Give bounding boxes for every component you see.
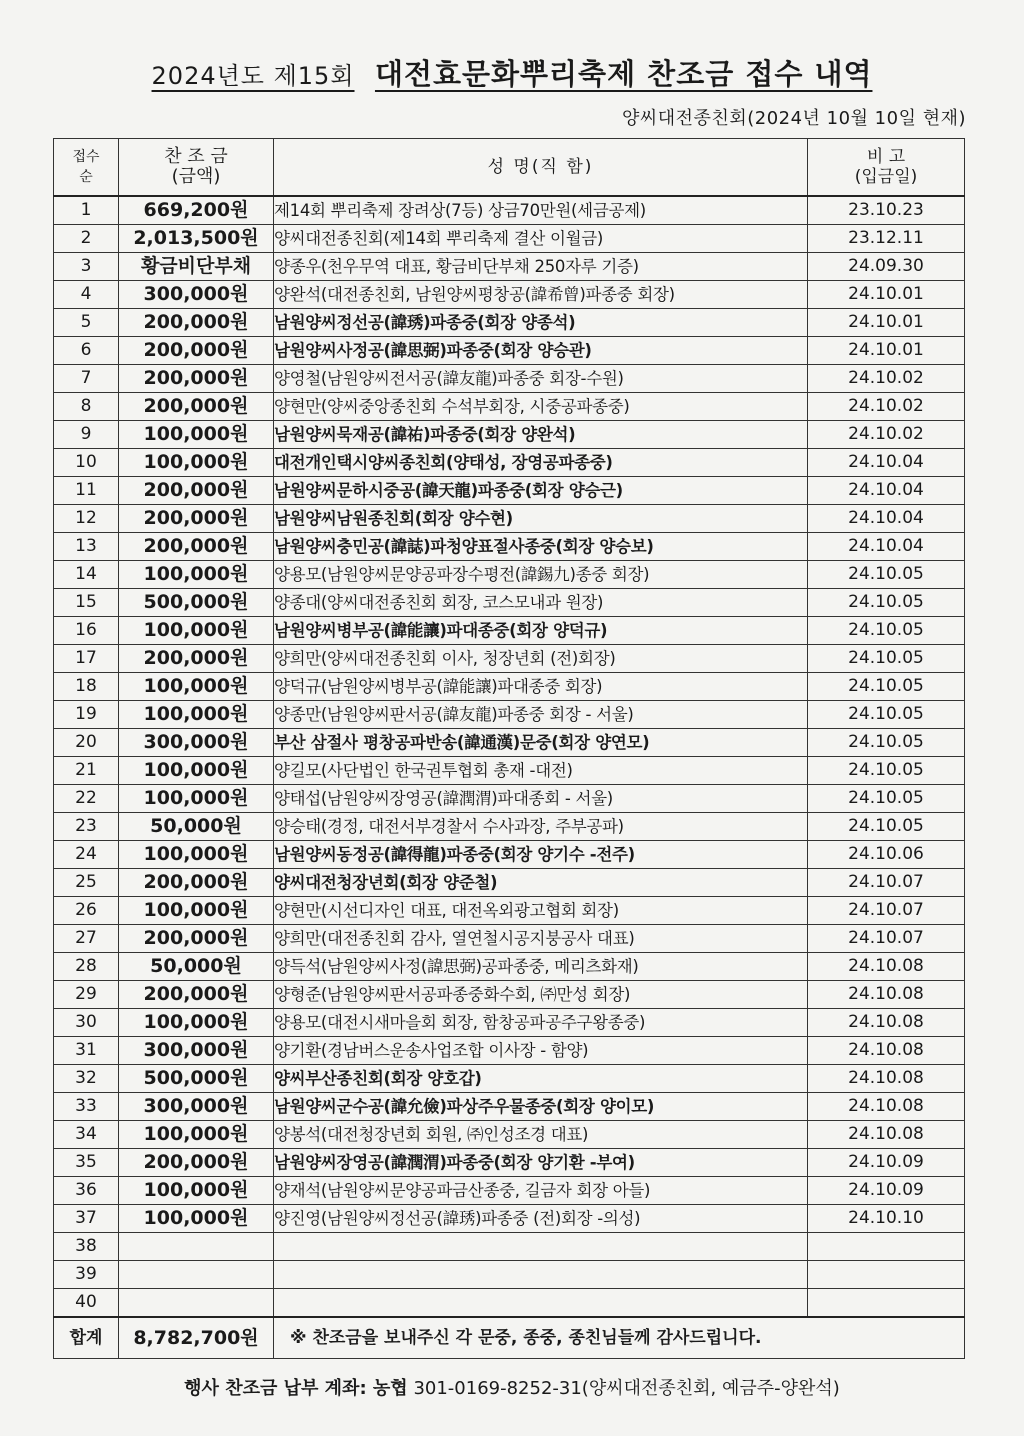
row-amount: 200,000원 [119,309,274,337]
table-row [54,337,965,365]
row-date: 24.10.07 [808,925,965,953]
row-date: 24.10.05 [808,589,965,617]
row-amount: 2,013,500원 [119,225,274,253]
table-body [54,196,965,1317]
row-date: 24.10.04 [808,505,965,533]
row-name: 남원양씨남원종친회(회장 양수현) [274,505,808,533]
row-date: 24.10.01 [808,337,965,365]
row-date [808,1233,965,1261]
row-name: 양영철(남원양씨전서공(諱友龍)파종중 회장-수원) [274,365,808,393]
row-amount: 669,200원 [119,196,274,225]
table-row [54,365,965,393]
row-date: 24.10.08 [808,1065,965,1093]
row-amount: 100,000원 [119,757,274,785]
table-row [54,1149,965,1177]
row-name: 남원양씨사정공(諱思弼)파종중(회장 양승관) [274,337,808,365]
row-amount: 200,000원 [119,869,274,897]
row-no: 7 [54,365,119,393]
table-row [54,813,965,841]
header-name: 성 명(직 함) [274,139,808,197]
table-row [54,1205,965,1233]
row-no: 10 [54,449,119,477]
row-date: 24.10.05 [808,673,965,701]
row-name: 남원양씨군수공(諱允儉)파상주우물종중(회장 양이모) [274,1093,808,1121]
total-row [54,1317,965,1359]
row-amount: 300,000원 [119,1037,274,1065]
row-name: 양득석(남원양씨사정(諱思弼)공파종중, 메리츠화재) [274,953,808,981]
row-no: 15 [54,589,119,617]
header-amount-line2: (금액) [171,166,221,187]
row-name: 양씨부산종친회(회장 양호갑) [274,1065,808,1093]
row-name: 양길모(사단법인 한국권투협회 총재 -대전) [274,757,808,785]
table-row [54,617,965,645]
table-row [54,1177,965,1205]
header-no-line1: 접수 [72,149,100,165]
row-date: 23.12.11 [808,225,965,253]
row-amount: 200,000원 [119,393,274,421]
row-name: 양희만(양씨대전종친회 이사, 청장년회 (전)회장) [274,645,808,673]
row-name: 대전개인택시양씨종친회(양태성, 장영공파종중) [274,449,808,477]
table-row [54,981,965,1009]
table-row [54,533,965,561]
table-header-row [54,139,965,197]
row-date: 24.10.08 [808,1093,965,1121]
row-date: 24.10.05 [808,701,965,729]
row-date: 24.10.08 [808,1009,965,1037]
table-row [54,869,965,897]
row-amount: 50,000원 [119,813,274,841]
table-row [54,1121,965,1149]
row-name: 제14회 뿌리축제 장려상(7등) 상금70만원(세금공제) [274,196,808,225]
row-amount: 300,000원 [119,729,274,757]
table-row [54,925,965,953]
row-name: 양종만(남원양씨판서공(諱友龍)파종중 회장 - 서울) [274,701,808,729]
row-amount: 100,000원 [119,841,274,869]
row-no: 32 [54,1065,119,1093]
header-amount-line1: 찬 조 금 [164,146,228,167]
row-amount: 200,000원 [119,645,274,673]
row-amount: 200,000원 [119,477,274,505]
title-event: 대전효문화뿌리축제 찬조금 접수 내역 [374,57,873,91]
row-date: 24.10.07 [808,869,965,897]
row-amount: 100,000원 [119,561,274,589]
row-date: 24.10.02 [808,421,965,449]
row-date: 24.10.05 [808,645,965,673]
header-no-line2: 순 [79,169,93,185]
table-row [54,225,965,253]
row-amount: 100,000원 [119,449,274,477]
table-row [54,645,965,673]
row-no: 1 [54,196,119,225]
table-row [54,757,965,785]
row-no: 29 [54,981,119,1009]
row-no: 2 [54,225,119,253]
row-date: 24.10.05 [808,785,965,813]
row-amount [119,1233,274,1261]
table-row [54,253,965,281]
row-no: 5 [54,309,119,337]
table-row [54,729,965,757]
row-amount: 300,000원 [119,281,274,309]
table-row [54,897,965,925]
header-note-line2: (입금일) [854,167,918,187]
row-date: 24.10.04 [808,477,965,505]
table-row [54,421,965,449]
row-amount: 200,000원 [119,925,274,953]
row-no: 35 [54,1149,119,1177]
row-amount: 100,000원 [119,617,274,645]
row-name: 남원양씨장영공(諱潤渭)파종중(회장 양기환 -부여) [274,1149,808,1177]
row-date: 24.10.02 [808,393,965,421]
row-no: 20 [54,729,119,757]
row-name: 양종대(양씨대전종친회 회장, 코스모내과 원장) [274,589,808,617]
row-name: 양종우(천우무역 대표, 황금비단부채 250자루 기증) [274,253,808,281]
row-no: 30 [54,1009,119,1037]
row-name: 양현만(양씨중앙종친회 수석부회장, 시중공파종중) [274,393,808,421]
row-date: 24.10.05 [808,813,965,841]
header-no [54,139,119,197]
row-no: 14 [54,561,119,589]
row-name: 양희만(대전종친회 감사, 열연철시공지붕공사 대표) [274,925,808,953]
total-label: 합계 [54,1317,119,1359]
row-no: 16 [54,617,119,645]
row-name: 남원양씨동정공(諱得龍)파종중(회장 양기수 -전주) [274,841,808,869]
row-amount: 100,000원 [119,701,274,729]
row-name: 양씨대전청장년회(회장 양준철) [274,869,808,897]
donation-table [53,138,965,1359]
row-name: 양용모(남원양씨문양공파장수평전(諱錫九)종중 회장) [274,561,808,589]
row-no: 36 [54,1177,119,1205]
table-row [54,477,965,505]
table-row [54,841,965,869]
row-date: 24.10.05 [808,561,965,589]
row-no: 19 [54,701,119,729]
row-no: 27 [54,925,119,953]
row-no: 37 [54,1205,119,1233]
row-date: 24.10.08 [808,953,965,981]
row-amount: 100,000원 [119,785,274,813]
row-amount: 100,000원 [119,1177,274,1205]
row-date: 24.10.07 [808,897,965,925]
row-amount: 100,000원 [119,1121,274,1149]
table-row [54,196,965,225]
table-row [54,309,965,337]
thanks-message: ※ 찬조금을 보내주신 각 문중, 종중, 종친님들께 감사드립니다. [274,1317,965,1359]
title-year-round: 2024년도 제15회 [151,62,355,90]
row-name: 양현만(시선디자인 대표, 대전옥외광고협회 회장) [274,897,808,925]
row-amount: 500,000원 [119,589,274,617]
row-amount: 50,000원 [119,953,274,981]
table-row [54,449,965,477]
account-footer [0,1374,1024,1400]
header-note-line1: 비 고 [866,147,906,167]
row-amount: 황금비단부채 [119,253,274,281]
row-date: 24.10.01 [808,281,965,309]
row-no: 3 [54,253,119,281]
row-amount: 200,000원 [119,1149,274,1177]
row-no: 25 [54,869,119,897]
table-row [54,1009,965,1037]
account-label: 행사 찬조금 납부 계좌: 농협 [184,1378,408,1399]
row-no: 21 [54,757,119,785]
row-no: 24 [54,841,119,869]
row-name: 양덕규(남원양씨병부공(諱能讓)파대종중 회장) [274,673,808,701]
table-row [54,281,965,309]
row-name: 부산 삼절사 평창공파반송(諱通漢)문중(회장 양연모) [274,729,808,757]
table-row [54,589,965,617]
table-row [54,785,965,813]
table-row [54,505,965,533]
as-of-date: 양씨대전종친회(2024년 10월 10일 현재) [622,108,966,129]
row-name: 양기환(경남버스운송사업조합 이사장 - 함양) [274,1037,808,1065]
row-name: 남원양씨충민공(諱誌)파청양표절사종중(회장 양승보) [274,533,808,561]
row-name [274,1289,808,1318]
row-name: 남원양씨문하시중공(諱天龍)파종중(회장 양승근) [274,477,808,505]
row-date: 24.10.05 [808,617,965,645]
row-name [274,1261,808,1289]
row-name: 양완석(대전종친회, 남원양씨평창공(諱希曾)파종중 회장) [274,281,808,309]
row-date [808,1261,965,1289]
row-name: 남원양씨정선공(諱琇)파종중(회장 양종석) [274,309,808,337]
row-amount: 100,000원 [119,421,274,449]
row-name: 남원양씨병부공(諱能讓)파대종중(회장 양덕규) [274,617,808,645]
row-date: 24.09.30 [808,253,965,281]
row-date: 24.10.05 [808,757,965,785]
row-name: 양재석(남원양씨문양공파금산종중, 길금자 회장 아들) [274,1177,808,1205]
row-name: 양씨대전종친회(제14회 뿌리축제 결산 이월금) [274,225,808,253]
row-amount: 100,000원 [119,1205,274,1233]
row-name: 남원양씨묵재공(諱祐)파종중(회장 양완석) [274,421,808,449]
document-title [0,52,1024,93]
row-no: 6 [54,337,119,365]
table-row [54,953,965,981]
row-amount: 200,000원 [119,365,274,393]
row-date: 24.10.09 [808,1149,965,1177]
row-no: 26 [54,897,119,925]
row-name: 양승태(경정, 대전서부경찰서 수사과장, 주부공파) [274,813,808,841]
table-row [54,1233,965,1261]
row-no: 40 [54,1289,119,1318]
row-no: 8 [54,393,119,421]
row-no: 38 [54,1233,119,1261]
row-no: 17 [54,645,119,673]
table-row [54,1065,965,1093]
row-no: 9 [54,421,119,449]
header-note [808,139,965,197]
row-name: 양봉석(대전청장년회 회원, ㈜인성조경 대표) [274,1121,808,1149]
row-no: 28 [54,953,119,981]
row-name: 양형준(남원양씨판서공파종중화수회, ㈜만성 회장) [274,981,808,1009]
row-name: 양태섭(남원양씨장영공(諱潤渭)파대종회 - 서울) [274,785,808,813]
row-date: 24.10.09 [808,1177,965,1205]
row-name: 양용모(대전시새마을회 회장, 함창공파공주구왕종중) [274,1009,808,1037]
row-date: 24.10.08 [808,981,965,1009]
row-amount: 300,000원 [119,1093,274,1121]
row-date: 24.10.08 [808,1121,965,1149]
row-amount: 200,000원 [119,337,274,365]
row-no: 18 [54,673,119,701]
row-no: 39 [54,1261,119,1289]
row-amount [119,1261,274,1289]
table-row [54,561,965,589]
row-amount: 100,000원 [119,897,274,925]
row-no: 22 [54,785,119,813]
row-no: 12 [54,505,119,533]
row-amount: 200,000원 [119,505,274,533]
row-no: 23 [54,813,119,841]
row-amount: 500,000원 [119,1065,274,1093]
row-date: 24.10.10 [808,1205,965,1233]
table-row [54,393,965,421]
row-date: 24.10.04 [808,533,965,561]
row-name: 양진영(남원양씨정선공(諱琇)파종중 (전)회장 -의성) [274,1205,808,1233]
row-amount: 200,000원 [119,533,274,561]
row-no: 11 [54,477,119,505]
header-amount [119,139,274,197]
table-row [54,1037,965,1065]
row-date: 23.10.23 [808,196,965,225]
row-no: 13 [54,533,119,561]
row-date: 24.10.01 [808,309,965,337]
table-row [54,673,965,701]
row-amount: 100,000원 [119,673,274,701]
row-date: 24.10.08 [808,1037,965,1065]
row-no: 34 [54,1121,119,1149]
row-date: 24.10.05 [808,729,965,757]
total-amount: 8,782,700원 [119,1317,274,1359]
row-date: 24.10.06 [808,841,965,869]
row-amount: 200,000원 [119,981,274,1009]
row-no: 33 [54,1093,119,1121]
row-amount [119,1289,274,1318]
table-row [54,701,965,729]
table-row [54,1289,965,1318]
row-no: 31 [54,1037,119,1065]
table-row [54,1093,965,1121]
account-number: 301-0169-8252-31(양씨대전종친회, 예금주-양완석) [413,1378,840,1399]
row-no: 4 [54,281,119,309]
row-date: 24.10.04 [808,449,965,477]
row-amount: 100,000원 [119,1009,274,1037]
row-date: 24.10.02 [808,365,965,393]
row-date [808,1289,965,1318]
row-name [274,1233,808,1261]
table-row [54,1261,965,1289]
